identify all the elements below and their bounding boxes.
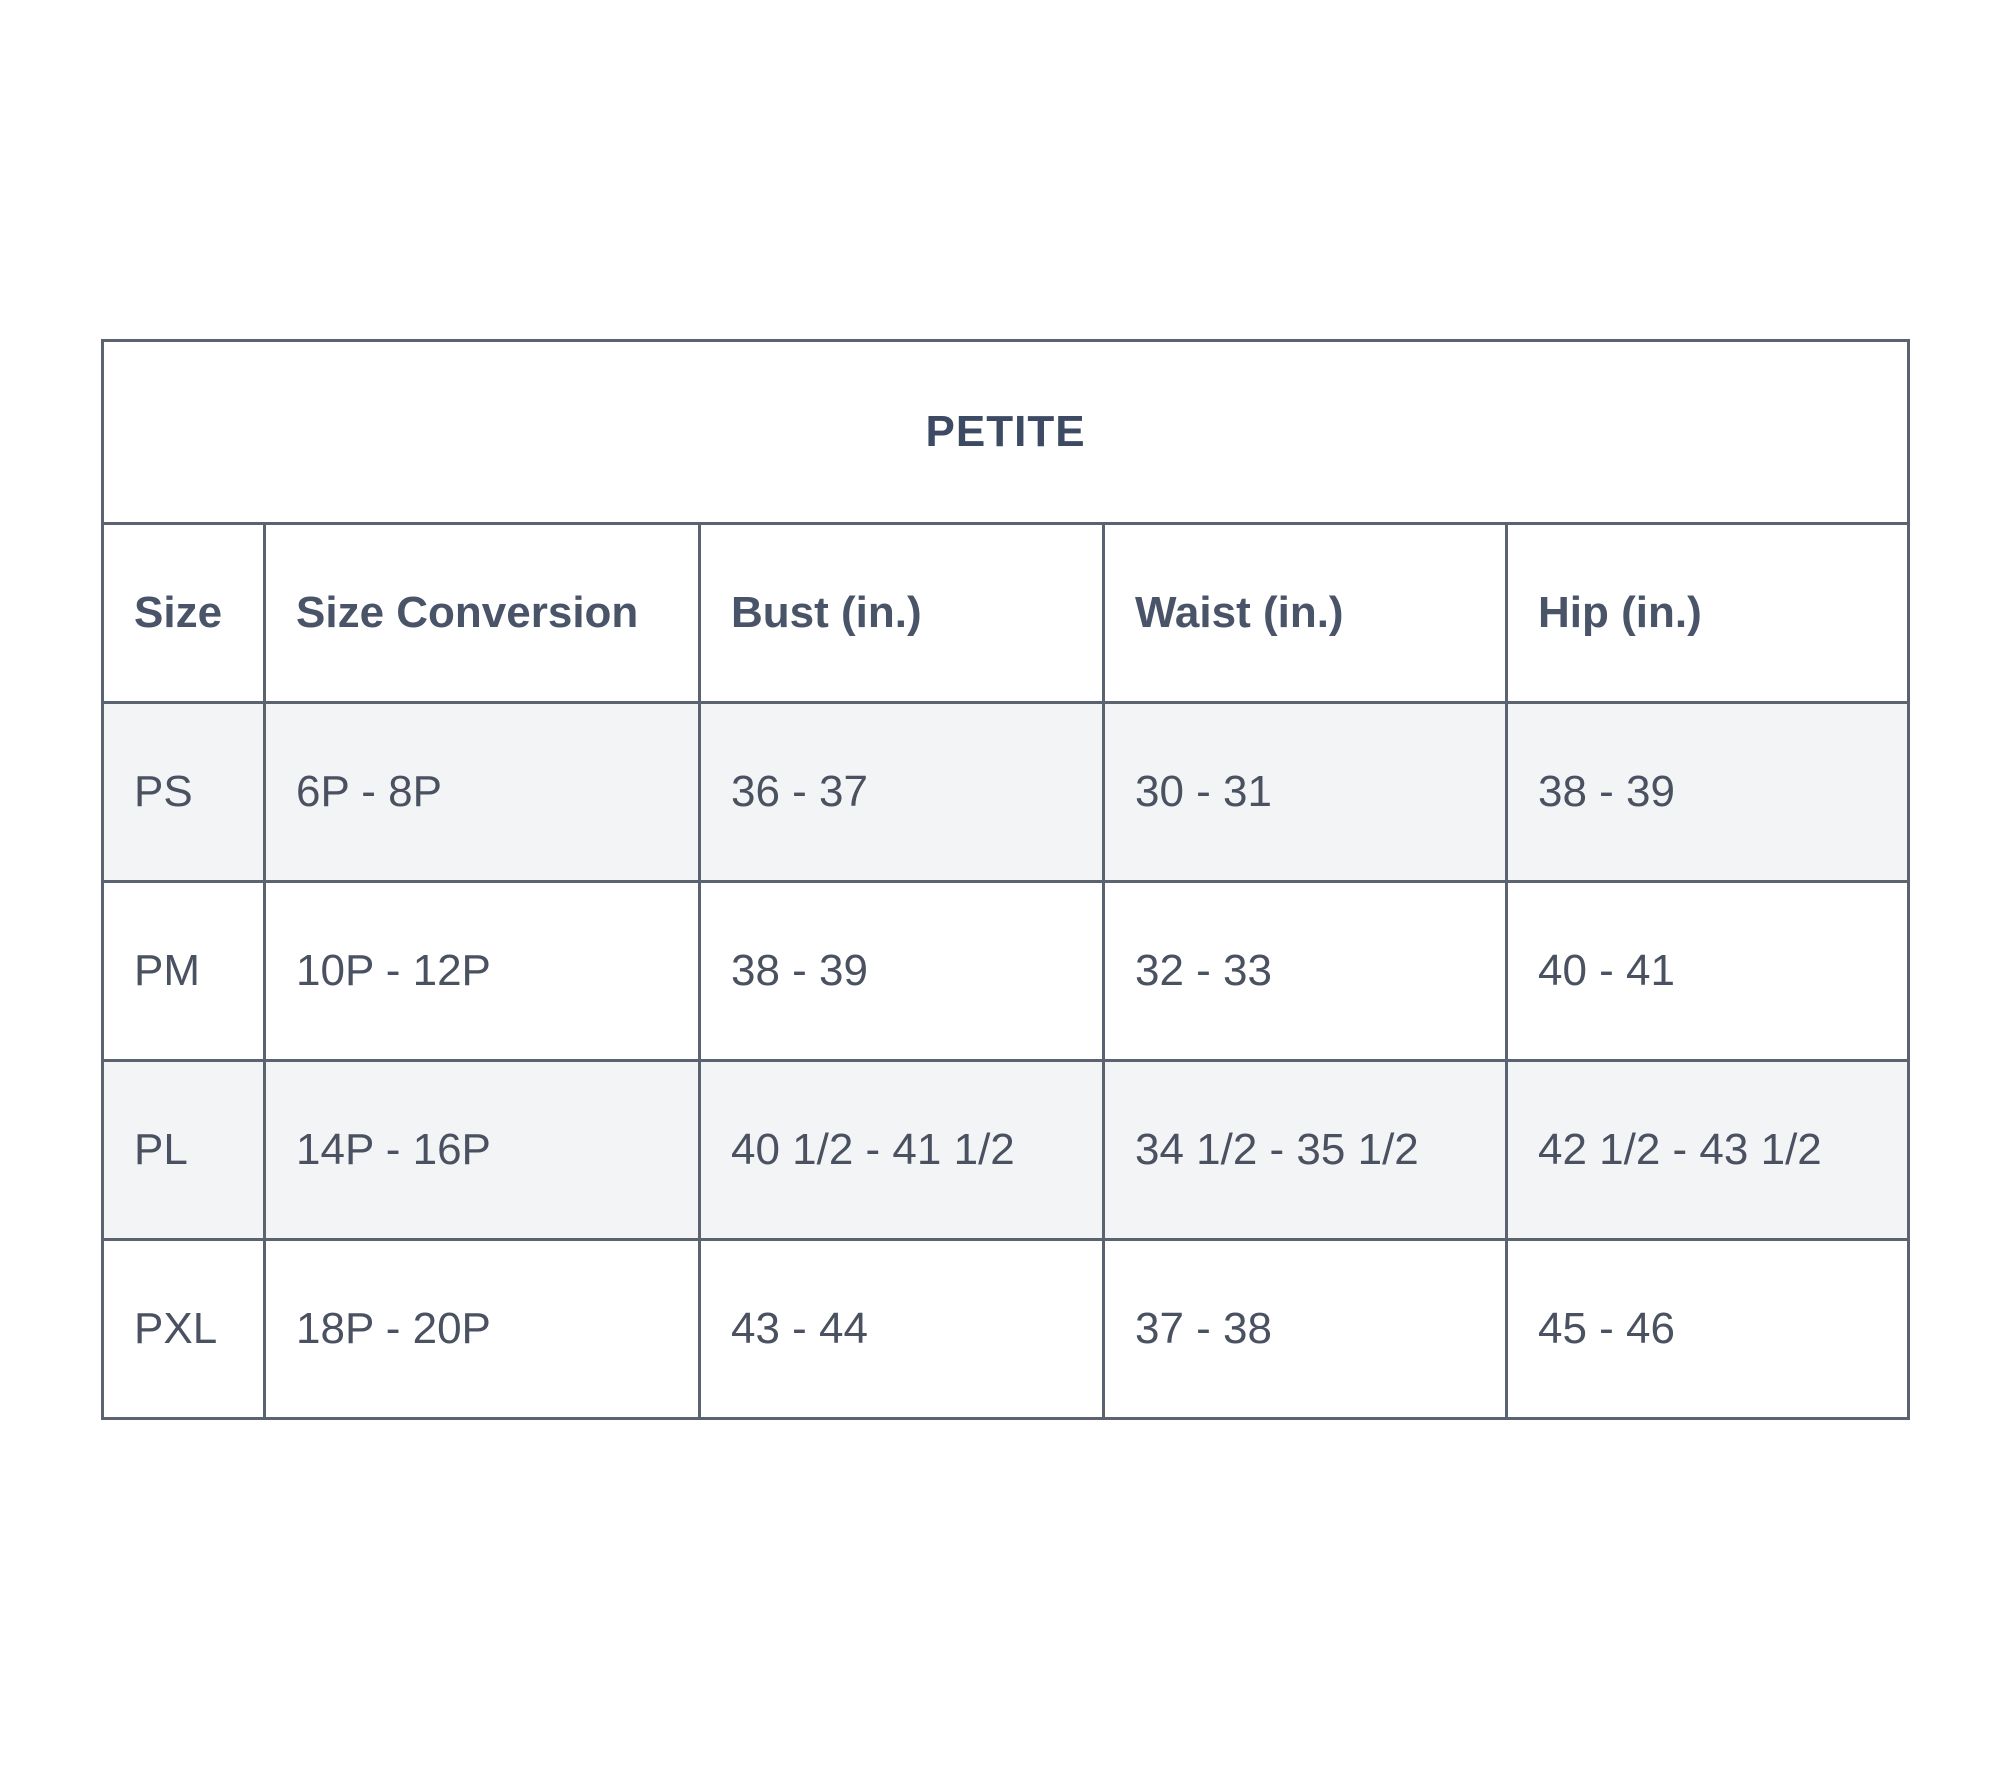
cell-bust: 38 - 39 xyxy=(700,882,1104,1061)
cell-hip: 38 - 39 xyxy=(1507,703,1909,882)
cell-size-conversion: 10P - 12P xyxy=(265,882,700,1061)
cell-size-conversion: 6P - 8P xyxy=(265,703,700,882)
table-row xyxy=(103,703,1909,882)
table-row xyxy=(103,882,1909,1061)
cell-hip: 45 - 46 xyxy=(1507,1240,1909,1419)
cell-bust: 36 - 37 xyxy=(700,703,1104,882)
cell-waist: 30 - 31 xyxy=(1104,703,1507,882)
cell-size: PXL xyxy=(103,1240,265,1419)
cell-size-conversion: 18P - 20P xyxy=(265,1240,700,1419)
header-size-conversion: Size Conversion xyxy=(265,524,700,703)
cell-size: PL xyxy=(103,1061,265,1240)
header-row xyxy=(103,524,1909,703)
cell-hip: 42 1/2 - 43 1/2 xyxy=(1507,1061,1909,1240)
header-bust: Bust (in.) xyxy=(700,524,1104,703)
header-hip: Hip (in.) xyxy=(1507,524,1909,703)
cell-size: PM xyxy=(103,882,265,1061)
cell-waist: 34 1/2 - 35 1/2 xyxy=(1104,1061,1507,1240)
cell-bust: 40 1/2 - 41 1/2 xyxy=(700,1061,1104,1240)
header-waist: Waist (in.) xyxy=(1104,524,1507,703)
title-row xyxy=(103,341,1909,524)
cell-size-conversion: 14P - 16P xyxy=(265,1061,700,1240)
table-row xyxy=(103,1240,1909,1419)
size-chart-table xyxy=(101,339,1910,1420)
cell-waist: 32 - 33 xyxy=(1104,882,1507,1061)
cell-bust: 43 - 44 xyxy=(700,1240,1104,1419)
table-title: PETITE xyxy=(103,341,1909,524)
table-row xyxy=(103,1061,1909,1240)
header-size: Size xyxy=(103,524,265,703)
cell-size: PS xyxy=(103,703,265,882)
cell-waist: 37 - 38 xyxy=(1104,1240,1507,1419)
cell-hip: 40 - 41 xyxy=(1507,882,1909,1061)
